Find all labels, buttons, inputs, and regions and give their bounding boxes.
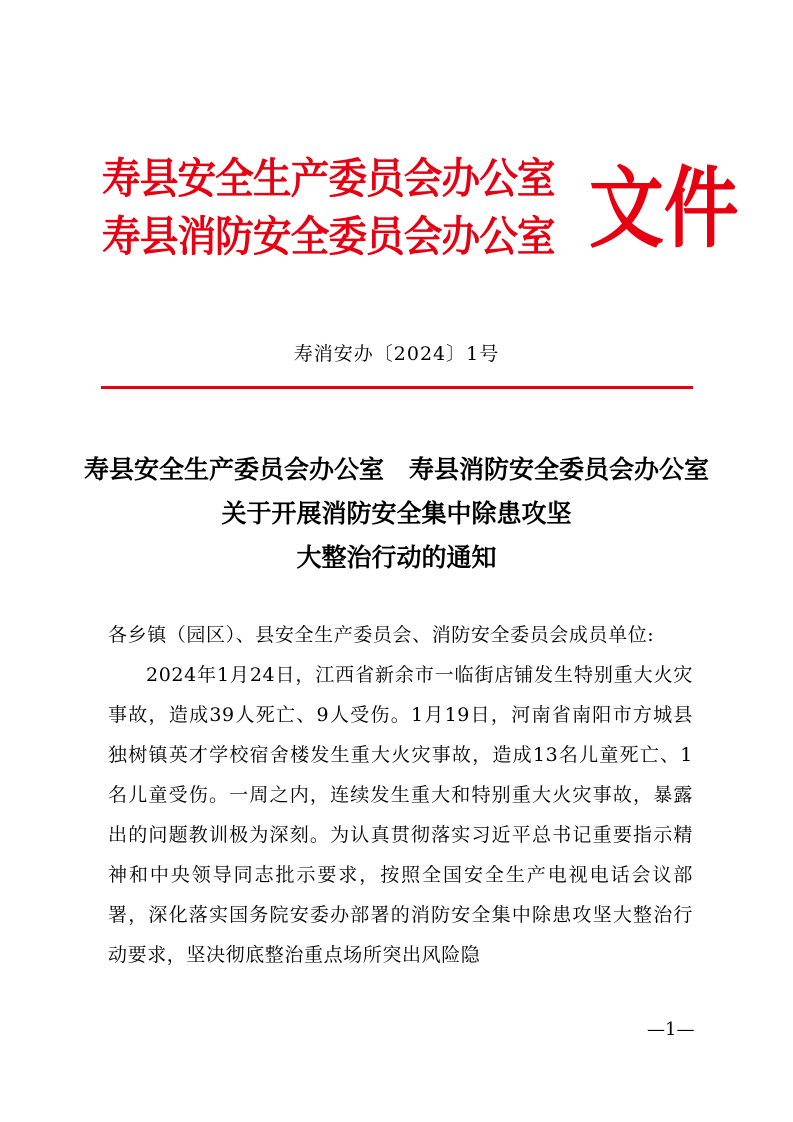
title-line-1: 寿县安全生产委员会办公室 寿县消防安全委员会办公室 xyxy=(83,455,709,484)
document-number: 寿消安办〔2024〕1号 xyxy=(293,343,500,365)
document-title xyxy=(0,448,793,580)
issuer-line-2: 寿县消防安全委员会办公室 xyxy=(102,212,555,261)
red-divider-line xyxy=(101,386,693,389)
body-paragraph: 2024年1月24日，江西省新余市一临街店铺发生特别重大火灾事故，造成39人死亡、9人受伤。1月19日，河南省南阳市方城县独树镇英才学校宿舍楼发生重大火灾事故，造成13名儿童死亡、1名儿童受伤。一周之内，连续发生重大和特别重大火灾事故，暴露出的问题教训极为深刻。为认真贯彻落实习近平总书记重要指示精神和中央领导同志批示要求，按照全国安全生产电视电话会议部署，深化落实国务院安委办部署的消防安全集中除患攻坚大整治行动要求，坚决彻底整治重点场所突出风险隐 xyxy=(108,664,693,966)
salutation: 各乡镇（园区）、县安全生产委员会、消防安全委员会成员单位: xyxy=(108,624,655,646)
issuer-line-1: 寿县安全生产委员会办公室 xyxy=(102,154,555,203)
document-body xyxy=(108,615,693,975)
issuing-offices xyxy=(102,150,582,266)
title-line-3: 大整治行动的通知 xyxy=(296,543,497,572)
page-number: —1— xyxy=(647,1019,695,1040)
document-word: 文件 xyxy=(589,156,739,260)
title-line-2: 关于开展消防安全集中除患攻坚 xyxy=(221,499,572,528)
document-header xyxy=(102,150,739,270)
